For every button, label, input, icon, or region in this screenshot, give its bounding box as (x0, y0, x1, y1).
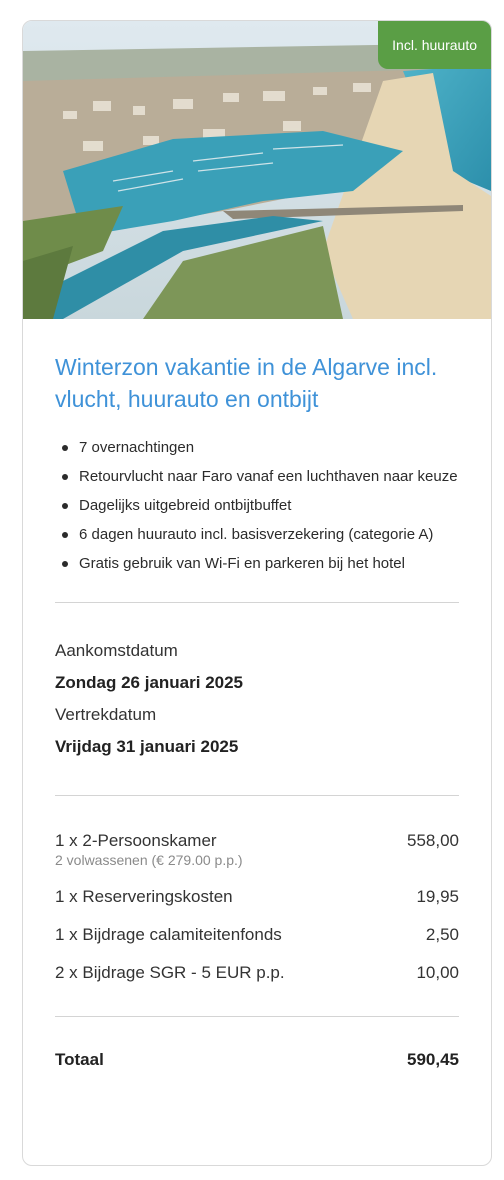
feature-item: Dagelijks uitgebreid ontbijtbuffet (55, 491, 459, 520)
feature-item: 6 dagen huurauto incl. basisverzekering (categorie A) (55, 520, 459, 549)
price-line (55, 830, 459, 868)
feature-item: 7 overnachtingen (55, 433, 459, 462)
departure-label: Vertrekdatum (55, 705, 157, 724)
feature-item: Gratis gebruik van Wi-Fi en parkeren bij het hotel (55, 549, 459, 578)
price-line-label: 1 x Bijdrage calamiteitenfonds (55, 925, 282, 944)
price-line (55, 962, 459, 984)
feature-list (55, 433, 459, 578)
price-line-label: 1 x Reserveringskosten (55, 887, 233, 906)
price-line-amount: 2,50 (425, 925, 459, 944)
price-line (55, 886, 459, 908)
divider (55, 1016, 459, 1017)
hero-image (23, 21, 491, 319)
arrival-date: Zondag 26 januari 2025 (55, 673, 244, 692)
arrival-label: Aankomstdatum (55, 641, 178, 660)
divider (55, 795, 459, 796)
price-line-amount: 19,95 (416, 887, 459, 906)
total-amount: 590,45 (407, 1050, 459, 1069)
price-line (55, 924, 459, 946)
total-label: Totaal (55, 1050, 104, 1069)
price-breakdown (55, 830, 459, 984)
departure-date: Vrijdag 31 januari 2025 (55, 737, 239, 756)
price-line-subtext: 2 volwassenen (€ 279.00 p.p.) (55, 852, 243, 868)
dates-section (55, 639, 459, 759)
total-row (55, 1049, 459, 1071)
offer-card (22, 20, 492, 1166)
divider (55, 602, 459, 603)
price-line-amount: 10,00 (416, 963, 459, 982)
offer-content (55, 351, 459, 1071)
price-line-amount: 558,00 (407, 831, 459, 850)
price-line-label: 1 x 2-Persoonskamer (55, 831, 217, 850)
feature-item: Retourvlucht naar Faro vanaf een luchthaven naar keuze (55, 462, 459, 491)
offer-title[interactable]: Winterzon vakantie in de Algarve incl. vlucht, huurauto en ontbijt (55, 354, 438, 412)
rental-car-badge: Incl. huurauto (378, 21, 491, 69)
price-line-label: 2 x Bijdrage SGR - 5 EUR p.p. (55, 963, 285, 982)
